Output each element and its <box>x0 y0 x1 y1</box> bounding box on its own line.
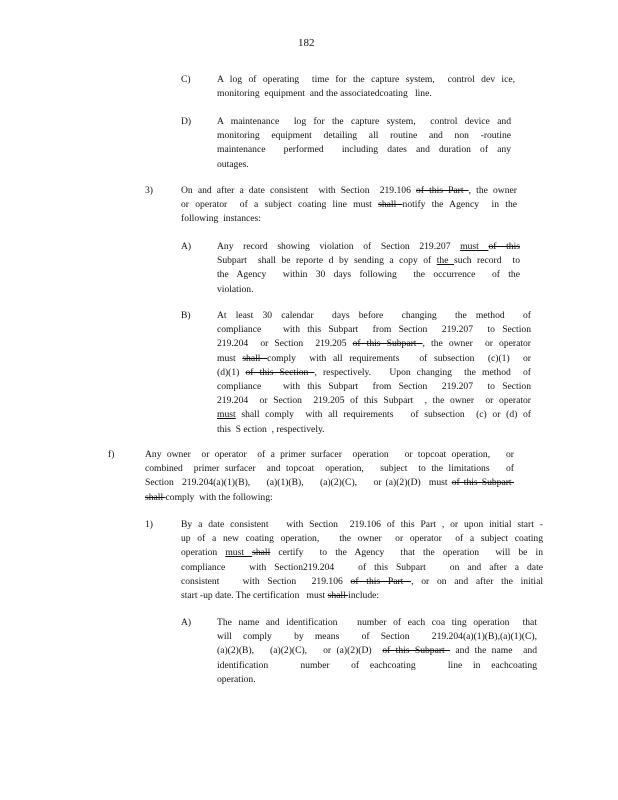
text-line <box>217 268 520 282</box>
text-line <box>217 283 520 297</box>
text-line <box>217 659 537 673</box>
text-run: shall comply with all requirements of subsection (c) or (d) of <box>235 409 531 421</box>
text-line <box>217 423 531 437</box>
item-label: 3) <box>145 185 153 196</box>
text-line <box>217 309 531 323</box>
text-line <box>181 589 543 603</box>
text-line <box>217 644 537 658</box>
text-line <box>181 184 517 198</box>
text-run: compliance with Section219.204 of this Subpart on and after a date <box>181 561 543 573</box>
text-run: violation. <box>217 283 254 295</box>
text-run: maintenance performed including dates and duration of any <box>217 144 511 156</box>
underlined-text: must <box>460 241 489 252</box>
text-run: , or on and after the initial <box>411 575 544 587</box>
item-text <box>181 518 543 603</box>
text-line <box>181 546 543 560</box>
text-line <box>217 630 537 644</box>
item-label: D) <box>181 116 192 127</box>
text-run: certify to the Agency that the operation will be in <box>270 547 543 559</box>
struck-text: of this Subpart <box>382 645 451 657</box>
text-run: outages. <box>217 158 249 170</box>
text-line <box>181 212 517 226</box>
text-run: monitoring equipment detailing all routine and non -routine <box>217 130 511 142</box>
text-run: A log of operating time for the capture system, control dev ice, <box>217 74 515 85</box>
struck-text: of this Part <box>416 185 469 196</box>
item-label: f) <box>108 449 115 460</box>
text-run: 219.204 or Section 219.205 <box>217 338 353 350</box>
text-run: Subpart shall be reporte d by sending a copy of <box>217 255 437 267</box>
struck-text: shall <box>378 199 403 211</box>
text-run: start -up date. The certification must <box>181 590 328 602</box>
text-run: monitoring equipment and the associatedcoating line. <box>217 88 432 100</box>
text-run: (d)(1) <box>217 366 246 378</box>
text-run: the Agency within 30 days following the occurrence of the <box>217 269 520 281</box>
text-line <box>217 87 515 101</box>
text-line <box>217 143 511 157</box>
text-line <box>217 115 511 129</box>
item-text <box>217 73 515 101</box>
text-run: compliance with this Subpart from Section 219.207 to Section <box>217 381 531 393</box>
text-line <box>217 240 520 254</box>
text-run: notify the Agency in the <box>402 199 517 211</box>
item-text <box>217 309 531 437</box>
struck-text: shall <box>252 547 271 559</box>
page-number: 182 <box>298 37 315 49</box>
text-run: Any owner or operator of a primer surfacer operation or topcoat operation, or <box>145 449 514 460</box>
item-label: 1) <box>145 519 153 530</box>
text-run: combined primer surfacer and topcoat operation, subject to the limitations of <box>145 463 514 475</box>
text-line <box>145 462 514 476</box>
underlined-text: must <box>217 409 236 421</box>
text-line <box>145 476 514 490</box>
text-run: (a)(2)(B), (a)(2)(C), or (a)(2)(D) <box>217 645 383 657</box>
text-run: , the owner or operator <box>422 338 531 350</box>
text-run: will comply by means of Section 219.204(a)(1)(B),(a)(1)(C), <box>217 631 537 643</box>
text-run: , the owner <box>468 185 517 196</box>
item-text <box>217 616 537 687</box>
text-line <box>217 337 531 351</box>
text-line <box>217 380 531 394</box>
text-run: this S ection , respectively. <box>217 423 325 435</box>
text-line <box>217 673 537 687</box>
text-run: identification number of eachcoating line in eachcoating <box>217 659 537 671</box>
text-run: up of a new coating operation, the owner or operator of a subject coating <box>181 533 543 545</box>
text-run: and the name and <box>450 645 537 657</box>
text-line <box>217 129 511 143</box>
text-run: , respectively. Upon changing the method of <box>314 366 531 378</box>
text-line <box>181 561 543 575</box>
item-text <box>181 184 517 227</box>
text-run: Section 219.204(a)(1)(B), (a)(1)(B), (a)(2)(C), or (a)(2)(D) must <box>145 477 452 489</box>
text-run: Any record showing violation of Section 219.207 <box>217 241 461 252</box>
text-run: A maintenance log for the capture system, control device and <box>217 116 511 127</box>
text-run: comply with the following: <box>165 491 273 503</box>
text-line <box>217 254 520 268</box>
text-run: or operator of a subject coating line must <box>181 199 379 211</box>
text-run: compliance with this Subpart from Section 219.207 to Section <box>217 324 531 336</box>
text-line <box>181 575 543 589</box>
text-line <box>145 491 514 505</box>
struck-text: of this Part <box>350 575 412 587</box>
text-line <box>217 158 511 172</box>
text-run: comply with all requirements of subsection (c)(1) or <box>267 352 531 364</box>
struck-text: shall <box>242 352 268 364</box>
text-run: following instances: <box>181 213 261 225</box>
text-run: The name and identification number of each coa ting operation that <box>217 617 537 628</box>
text-line <box>217 394 531 408</box>
text-line <box>181 198 517 212</box>
text-run: must <box>217 352 243 364</box>
struck-text: of this <box>488 241 520 252</box>
text-run: operation <box>181 547 226 559</box>
text-run: At least 30 calendar days before changing the method of <box>217 310 531 321</box>
text-run: By a date consistent with Section 219.106 of this Part , or upon initial start - <box>181 519 543 530</box>
struck-text: of this Subpart <box>352 338 423 350</box>
text-run: include: <box>348 590 380 602</box>
item-label: A) <box>181 241 192 252</box>
text-line <box>217 616 537 630</box>
item-text <box>217 240 520 297</box>
text-run: 219.204 or Section 219.205 of this Subpart , the owner or operator <box>217 395 531 407</box>
struck-text: shall <box>145 491 166 503</box>
text-line <box>217 73 515 87</box>
text-line <box>217 352 531 366</box>
item-text <box>145 448 514 505</box>
text-run: such record to <box>453 255 520 267</box>
item-text <box>217 115 511 172</box>
text-line <box>181 518 543 532</box>
text-run: On and after a date consistent with Section 219.106 <box>181 185 417 196</box>
item-label: B) <box>181 310 191 321</box>
underlined-text: must <box>225 547 253 559</box>
text-line <box>145 448 514 462</box>
struck-text: of this Section <box>245 366 315 378</box>
text-line <box>217 408 531 422</box>
item-label: A) <box>181 617 192 628</box>
struck-text: shall <box>327 590 349 602</box>
struck-text: of this Subpart <box>451 477 514 489</box>
text-line <box>181 532 543 546</box>
underlined-text: the <box>436 255 454 267</box>
text-line <box>217 323 531 337</box>
item-label: C) <box>181 74 191 85</box>
text-line <box>217 366 531 380</box>
text-run: operation. <box>217 673 256 685</box>
text-run: consistent with Section 219.106 <box>181 575 351 587</box>
